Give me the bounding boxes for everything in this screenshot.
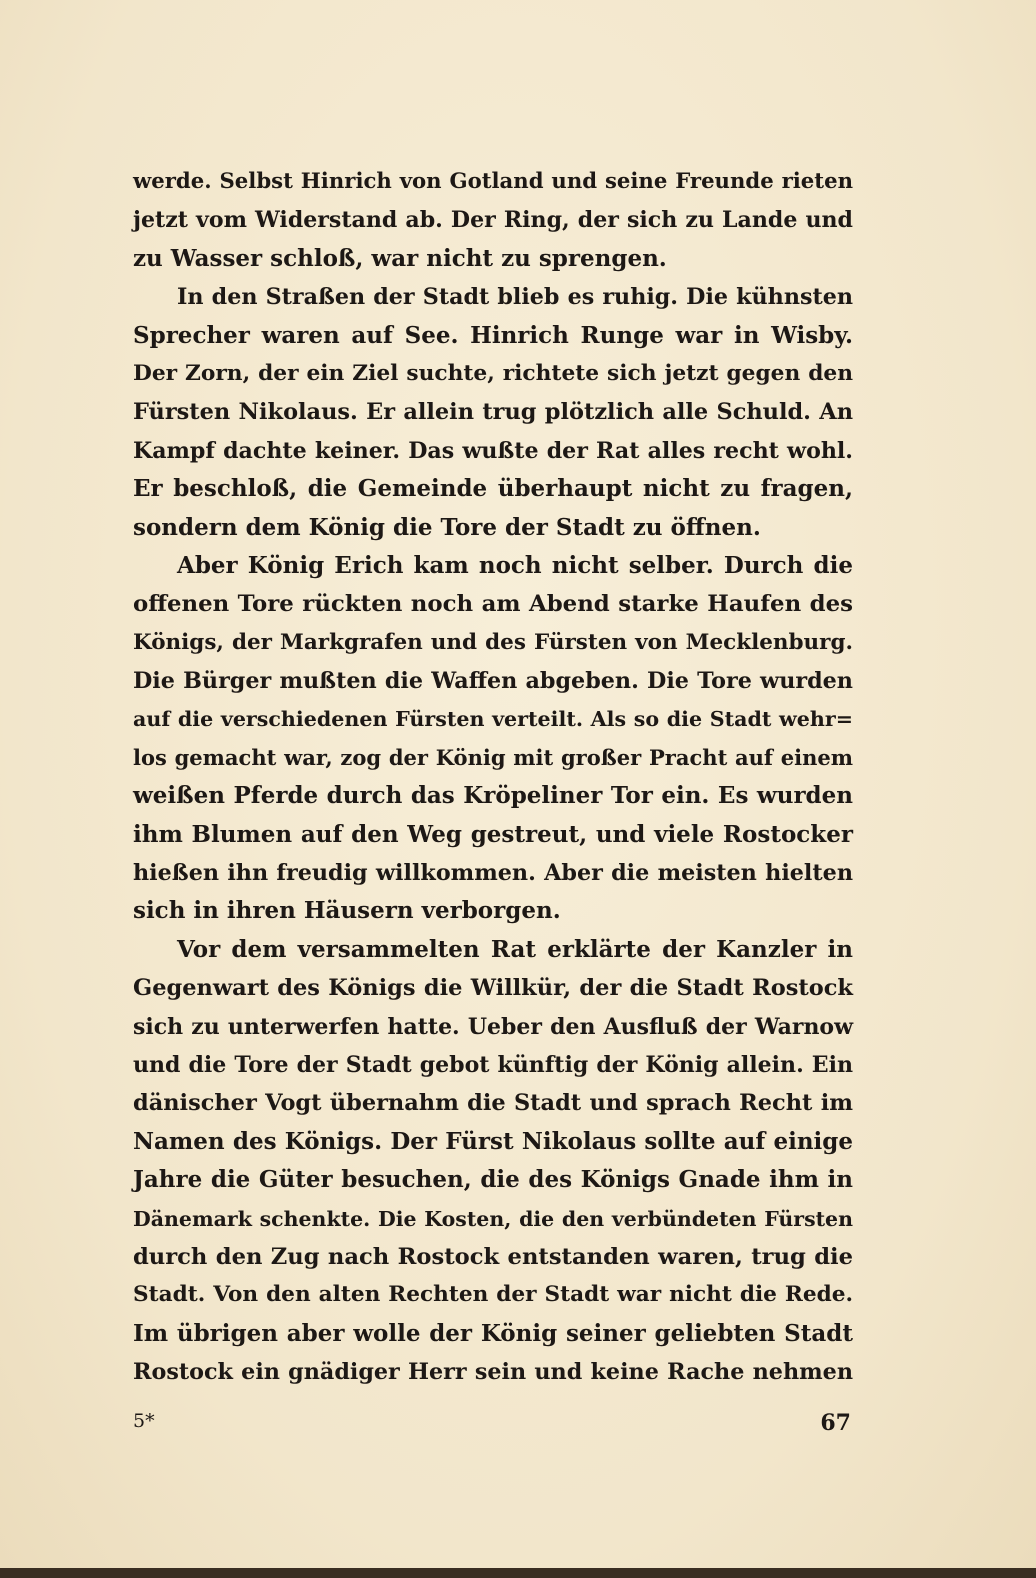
- text-line: Namen des Königs. Der Fürst Nikolaus sollte auf einige: [133, 1127, 853, 1155]
- body-text: [133, 163, 853, 1392]
- text-line: Dänemark schenkte. Die Kosten, die den verbündeten Fürsten: [133, 1206, 853, 1231]
- text-line: Gegenwart des Königs die Willkür, der die Stadt Rostock: [133, 975, 853, 1002]
- text-line: offenen Tore rückten noch am Abend starke Haufen des: [133, 591, 853, 618]
- page-footer: [133, 1410, 851, 1444]
- text-line: sondern dem König die Tore der Stadt zu öffnen.: [133, 513, 761, 541]
- text-line: auf die verschiedenen Fürsten verteilt. Als so die Stadt wehr=: [133, 707, 853, 732]
- text-line: zu Wasser schloß, war nicht zu sprengen.: [133, 244, 667, 272]
- page-number: 67: [820, 1410, 851, 1436]
- text-line: Vor dem versammelten Rat erklärte der Kanzler in: [177, 935, 853, 963]
- text-line: werde. Selbst Hinrich von Gotland und seine Freunde rieten: [133, 169, 853, 194]
- text-line: weißen Pferde durch das Kröpeliner Tor ein. Es wurden: [133, 782, 853, 810]
- text-line: Die Bürger mußten die Waffen abgeben. Die Tore wurden: [133, 668, 853, 695]
- text-line: Fürsten Nikolaus. Er allein trug plötzlich alle Schuld. An: [133, 399, 853, 426]
- text-line: sich in ihren Häusern verborgen.: [133, 897, 561, 925]
- scan-bottom-edge: [0, 1568, 1036, 1578]
- text-line: Aber König Erich kam noch nicht selber. Durch die: [177, 551, 853, 579]
- text-line: Im übrigen aber wolle der König seiner geliebten Stadt: [133, 1319, 853, 1347]
- text-line: Der Zorn, der ein Ziel suchte, richtete sich jetzt gegen den: [133, 360, 853, 386]
- text-line: Er beschloß, die Gemeinde überhaupt nicht zu fragen,: [133, 475, 853, 503]
- text-line: und die Tore der Stadt gebot künftig der König allein. Ein: [133, 1051, 853, 1078]
- text-line: Königs, der Markgrafen und des Fürsten von Mecklenburg.: [133, 629, 853, 655]
- text-line: Stadt. Von den alten Rechten der Stadt war nicht die Rede.: [133, 1282, 853, 1308]
- text-line: In den Straßen der Stadt blieb es ruhig. Die kühnsten: [177, 284, 853, 311]
- sheet-signature: 5*: [133, 1410, 155, 1432]
- text-line: dänischer Vogt übernahm die Stadt und sprach Recht im: [133, 1090, 853, 1117]
- text-line: hießen ihn freudig willkommen. Aber die meisten hielten: [133, 860, 853, 887]
- text-line: Jahre die Güter besuchen, die des Königs Gnade ihm in: [133, 1166, 853, 1194]
- text-line: Rostock ein gnädiger Herr sein und keine Rache nehmen: [133, 1359, 853, 1386]
- text-line: sich zu unterwerfen hatte. Ueber den Ausfluß der Warnow: [133, 1013, 853, 1040]
- text-line: Kampf dachte keiner. Das wußte der Rat alles recht wohl.: [133, 437, 853, 464]
- text-line: durch den Zug nach Rostock entstanden waren, trug die: [133, 1243, 853, 1270]
- text-line: los gemacht war, zog der König mit großer Pracht auf einem: [133, 744, 853, 770]
- text-line: jetzt vom Widerstand ab. Der Ring, der sich zu Lande und: [133, 207, 853, 234]
- text-line: ihm Blumen auf den Weg gestreut, und viele Rostocker: [133, 820, 853, 848]
- text-line: Sprecher waren auf See. Hinrich Runge war in Wisby.: [133, 321, 853, 349]
